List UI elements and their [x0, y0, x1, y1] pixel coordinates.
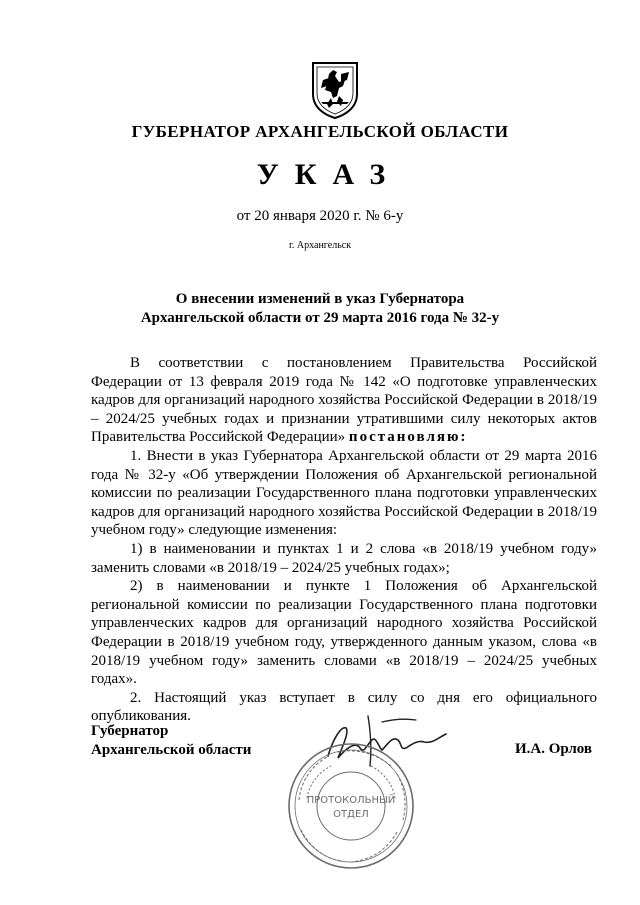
subject-line-2: Архангельской области от 29 марта 2016 года № 32-у — [140, 310, 500, 326]
issuer-title: ГУБЕРНАТОР АРХАНГЕЛЬСКОЙ ОБЛАСТИ — [131, 122, 509, 141]
document-date-number: от 20 января 2020 г. № 6-у — [236, 208, 404, 224]
preamble-paragraph — [91, 354, 597, 447]
signatory-position-line-2: Архангельской области — [91, 742, 252, 758]
seal-center-text-1: ПРОТОКОЛЬНЫЙ — [306, 795, 396, 806]
official-seal — [285, 740, 417, 872]
preamble-text: В соответствии с постановлением Правительства Российской Федерации от 13 февраля 2019 года № 142 «О подготовке управленческих кадров для организаций народного хозяйства Российской Федерации в 2018/19 – 2024/25 учебных годах и признании утратившими силу некоторых актов Правительства Российской Федерации» — [91, 355, 597, 446]
subject-line-1: О внесении изменений в указ Губернатора — [175, 291, 465, 307]
signatory-position-line-1: Губернатор — [91, 723, 169, 739]
item-2-paragraph: 2. Настоящий указ вступает в силу со дня его официального опубликования. — [91, 689, 597, 725]
document-type: УКАЗ — [256, 158, 402, 191]
document-city: г. Архангельск — [288, 240, 352, 251]
document-subject — [0, 290, 640, 328]
item-1-subitem-2: 2) в наименовании и пункте 1 Положения об Архангельской региональной комиссии по реализации Государственного плана подготовки управленческих кадров для организаций народного хозяйства Российской Федерации в 2018/19 учебном году, утвержденного данным указом, слова «в 2018/19 учебном году» заменить словами «в 2018/19 – 2024/25 учебных годах». — [91, 578, 597, 688]
signatory-name: И.А. Орлов — [514, 741, 592, 757]
decree-keyword: постановляю: — [348, 429, 468, 446]
signatory-position — [91, 722, 251, 760]
coat-of-arms-icon — [309, 60, 361, 120]
seal-center-text-2: ОТДЕЛ — [333, 809, 369, 820]
item-1-paragraph: 1. Внести в указ Губернатора Архангельской области от 29 марта 2016 года № 32-у «Об утверждении Положения об Архангельской региональной комиссии по реализации Государственного плана подготовки управленческих кадров для организаций народного хозяйства Российской Федерации в 2018/19 учебном году» следующие изменения: — [91, 447, 597, 539]
document-body — [91, 354, 597, 726]
item-1-subitem-1: 1) в наименовании и пунктах 1 и 2 слова «в 2018/19 учебном году» заменить словами «в 2018/19 – 2024/25 учебных годах»; — [91, 540, 597, 576]
